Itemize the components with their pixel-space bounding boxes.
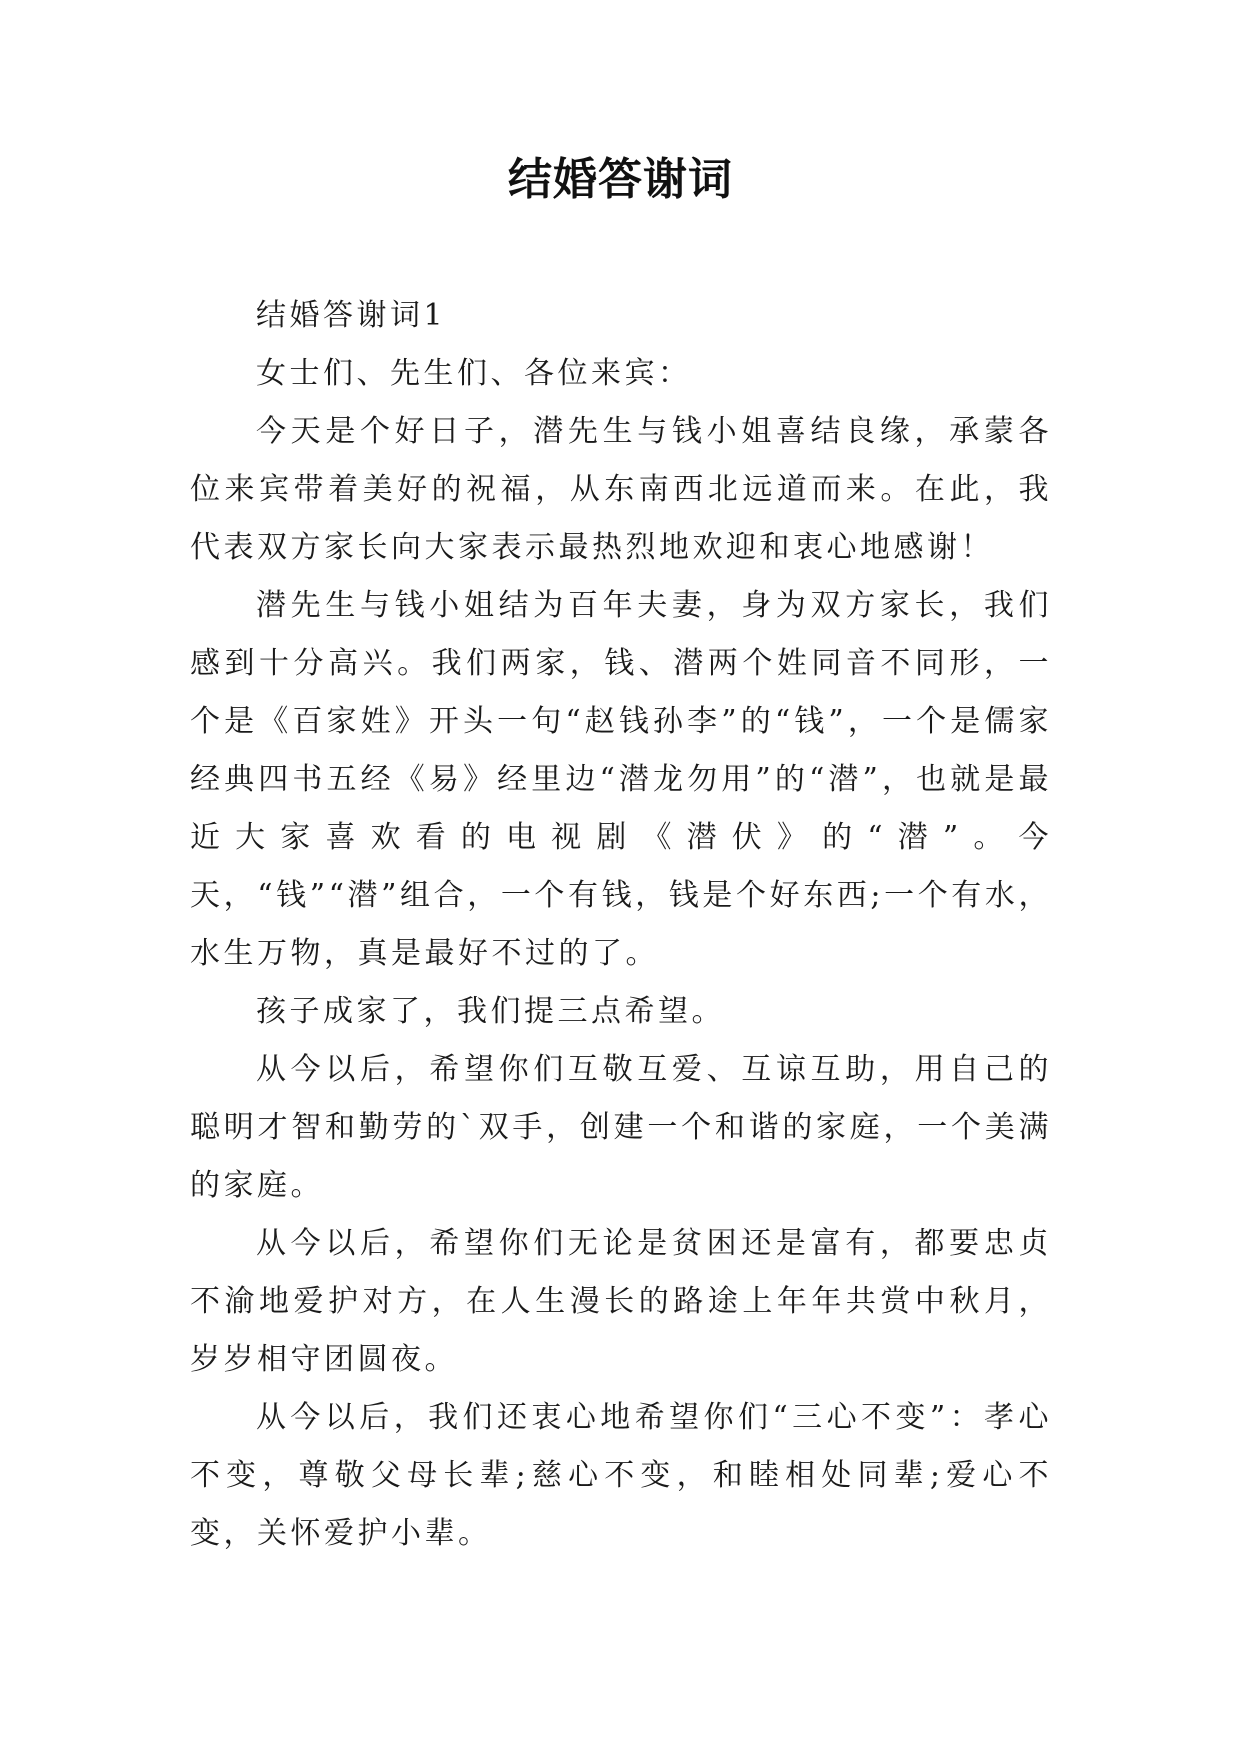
body-paragraph: 从今以后，希望你们无论是贫困还是富有，都要忠贞不渝地爱护对方，在人生漫长的路途上年年共赏中秋月，岁岁相守团圆夜。	[190, 1226, 1052, 1377]
body-paragraph: 潜先生与钱小姐结为百年夫妻，身为双方家长，我们感到十分高兴。我们两家，钱、潜两个姓同音不同形，一个是《百家姓》开头一句“赵钱孙李”的“钱”，一个是儒家经典四书五经《易》经里边“潜龙勿用”的“潜”，也就是最近大家喜欢看的电视剧《潜伏》的“潜”。今天，“钱”“潜”组合，一个有钱，钱是个好东西;一个有水，水生万物，真是最好不过的了。	[190, 588, 1052, 971]
body-paragraph: 今天是个好日子，潜先生与钱小姐喜结良缘，承蒙各位来宾带着美好的祝福，从东南西北远道而来。在此，我代表双方家长向大家表示最热烈地欢迎和衷心地感谢！	[190, 414, 1052, 565]
section-heading: 结婚答谢词1	[256, 298, 447, 333]
body-paragraph: 从今以后，希望你们互敬互爱、互谅互助，用自己的聪明才智和勤劳的`双手，创建一个和谐的家庭，一个美满的家庭。	[190, 1052, 1052, 1203]
document-body	[190, 287, 1052, 1563]
body-paragraph: 从今以后，我们还衷心地希望你们“三心不变”：孝心不变，尊敬父母长辈;慈心不变，和睦相处同辈;爱心不变，关怀爱护小辈。	[190, 1400, 1052, 1551]
document-title: 结婚答谢词	[508, 154, 733, 205]
salutation-paragraph: 女士们、先生们、各位来宾：	[256, 356, 692, 391]
body-paragraph: 孩子成家了，我们提三点希望。	[256, 994, 725, 1029]
